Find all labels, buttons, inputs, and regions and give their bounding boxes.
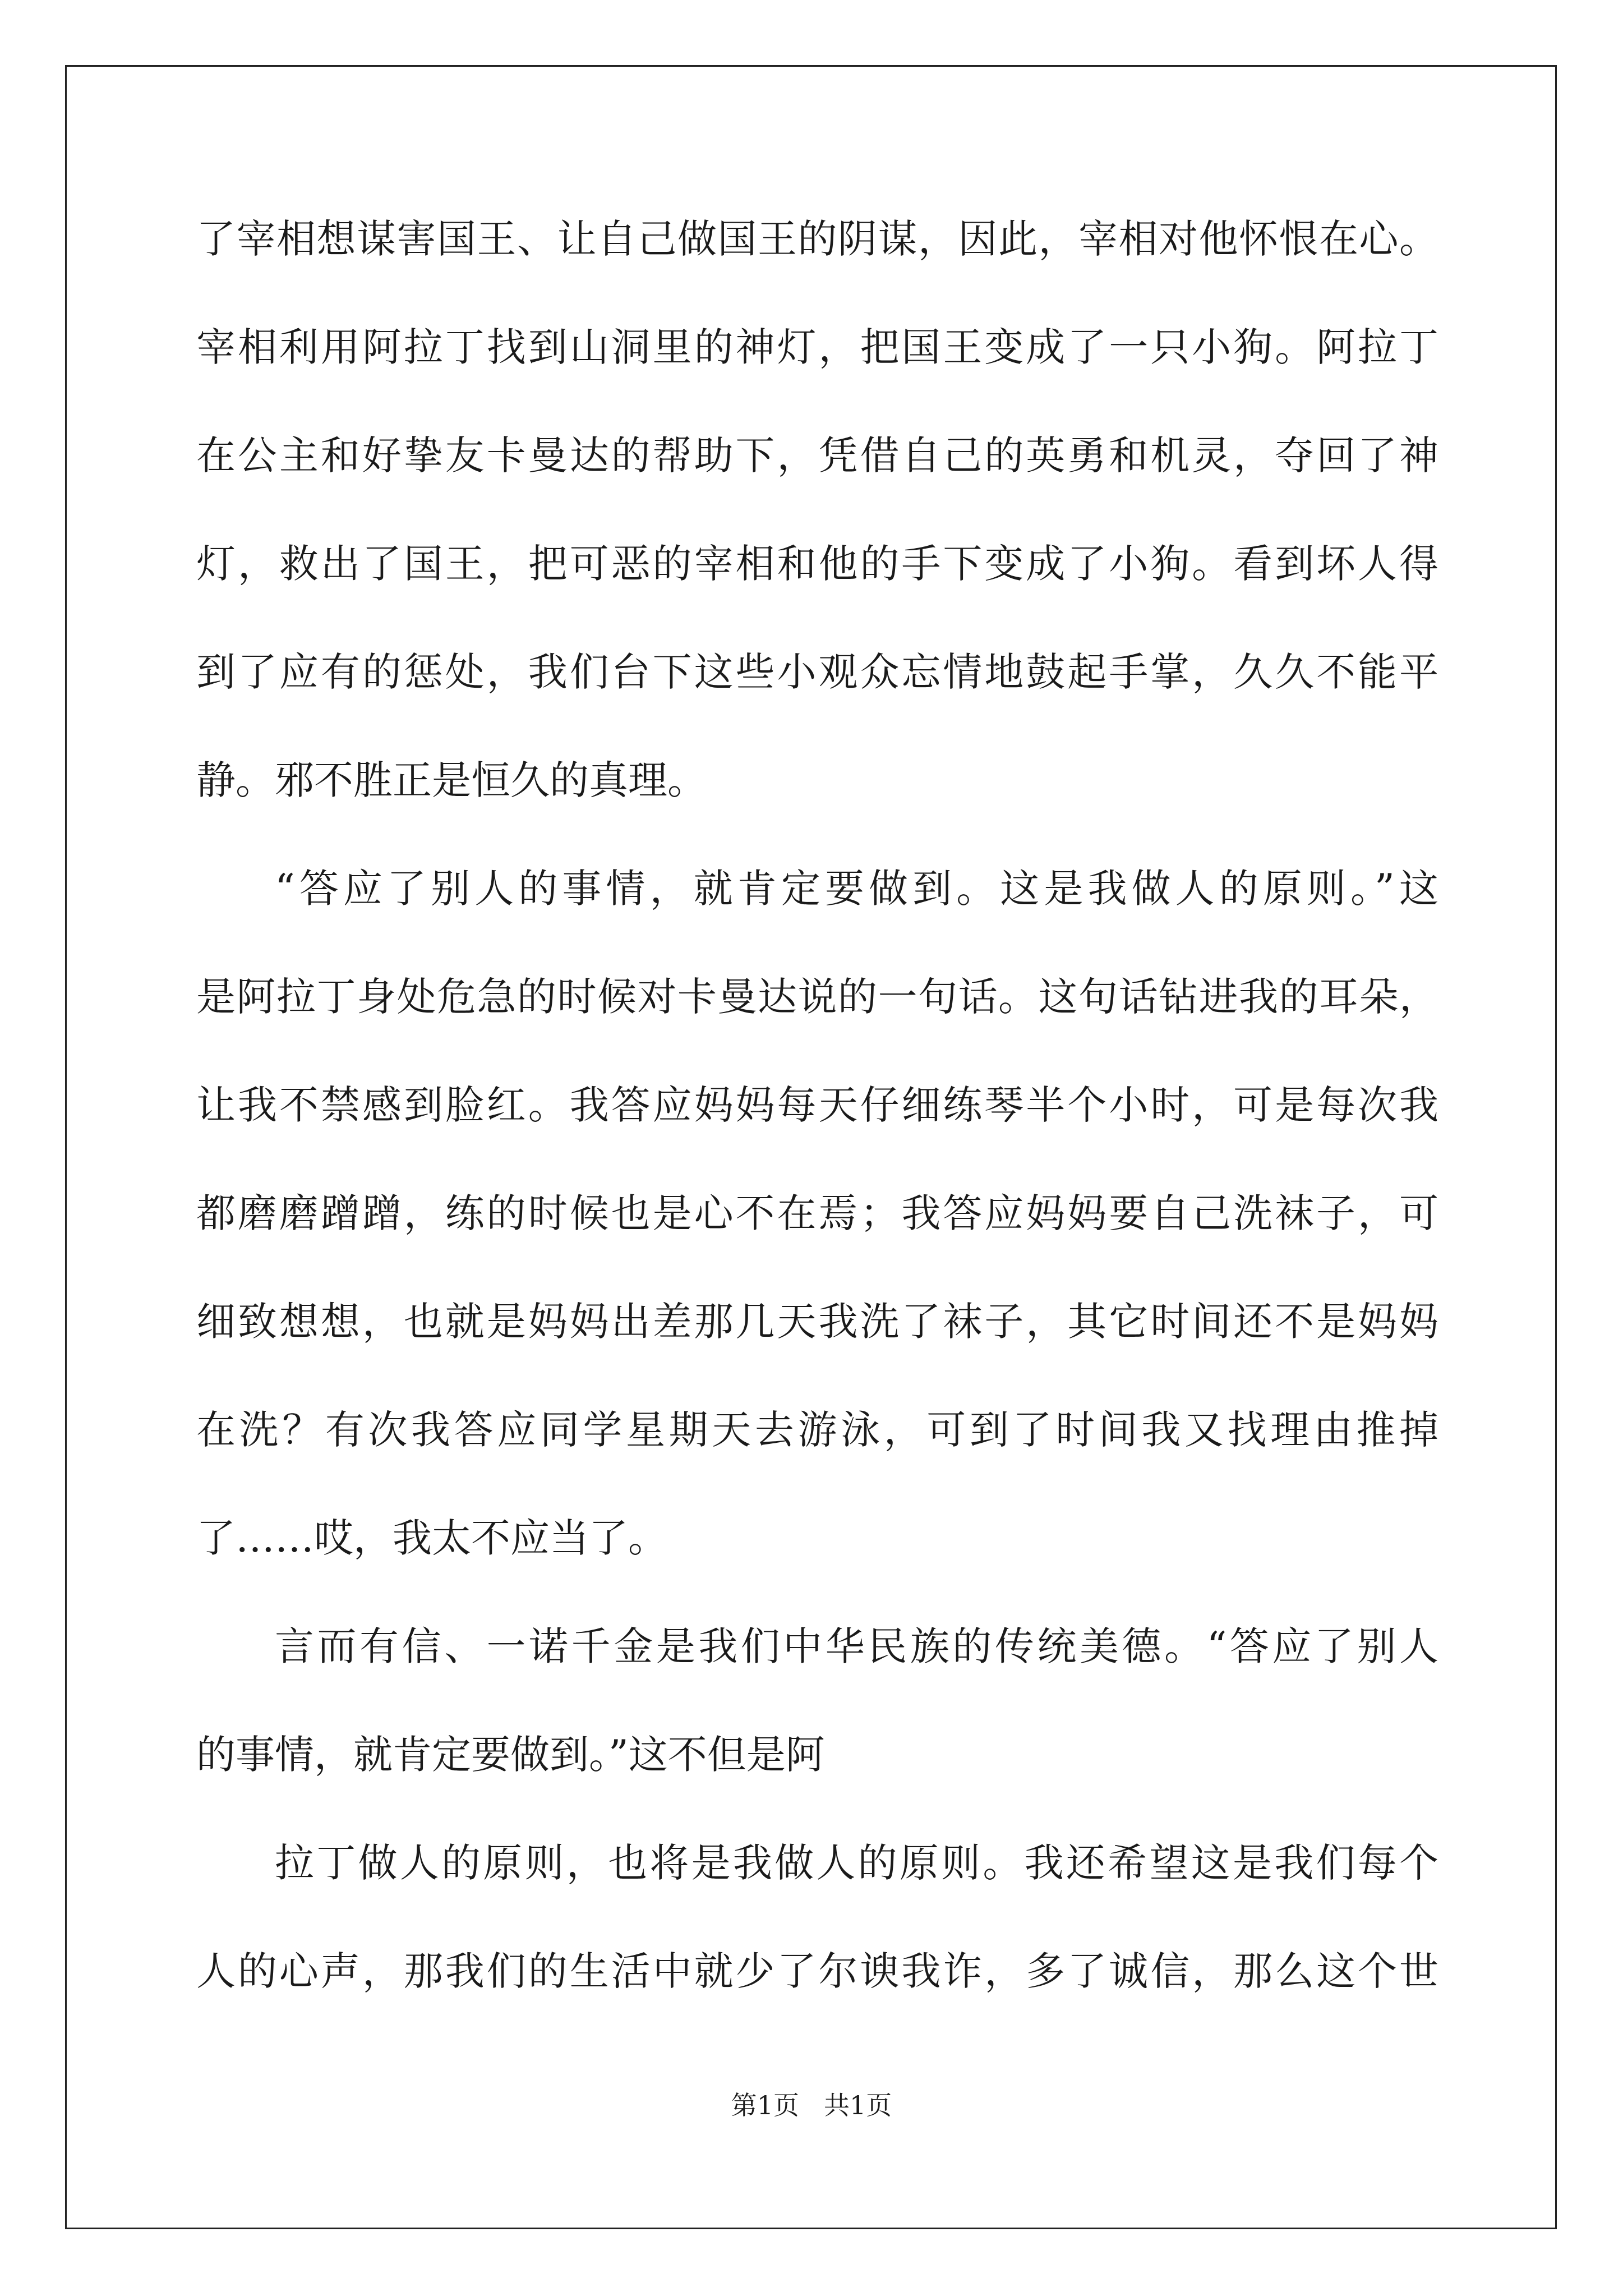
page-number: 第1页 — [731, 2090, 799, 2120]
text-line: 让我不禁感到脸红。我答应妈妈每天仔细练琴半个小时，可是每次我 — [196, 1082, 1438, 1128]
text-line: 是阿拉丁身处危急的时候对卡曼达说的一句话。这句话钻进我的耳朵， — [196, 974, 1438, 1020]
text-line: 言而有信、一诺千金是我们中华民族的传统美德。“答应了别人 — [275, 1623, 1438, 1669]
text-line: 了宰相想谋害国王、让自己做国王的阴谋，因此，宰相对他怀恨在心。 — [196, 216, 1438, 262]
text-line: 都磨磨蹭蹭，练的时候也是心不在焉；我答应妈妈要自己洗袜子，可 — [196, 1190, 1438, 1236]
text-line: 灯，救出了国王，把可恶的宰相和他的手下变成了小狗。看到坏人得 — [196, 541, 1438, 587]
text-line: 拉丁做人的原则，也将是我做人的原则。我还希望这是我们每个 — [275, 1840, 1438, 1886]
text-line: 了……哎，我太不应当了。 — [196, 1515, 667, 1561]
text-line: 在公主和好挚友卡曼达的帮助下，凭借自己的英勇和机灵，夺回了神 — [196, 432, 1438, 478]
text-line: 宰相利用阿拉丁找到山洞里的神灯，把国王变成了一只小狗。阿拉丁 — [196, 324, 1438, 370]
text-line: “答应了别人的事情，就肯定要做到。这是我做人的原则。”这 — [275, 866, 1438, 912]
text-line: 人的心声，那我们的生活中就少了尔谀我诈，多了诚信，那么这个世 — [196, 1948, 1438, 1994]
text-line: 静。邪不胜正是恒久的真理。 — [196, 757, 707, 803]
text-line: 在洗？有次我答应同学星期天去游泳，可到了时间我又找理由推掉 — [196, 1407, 1438, 1453]
text-line: 细致想想，也就是妈妈出差那几天我洗了袜子，其它时间还不是妈妈 — [196, 1299, 1438, 1345]
document-body — [196, 185, 1438, 2026]
page-footer — [0, 2085, 1623, 2122]
text-line: 到了应有的惩处，我们台下这些小观众忘情地鼓起手掌，久久不能平 — [196, 649, 1438, 695]
page-total: 共1页 — [824, 2090, 892, 2120]
text-line: 的事情，就肯定要做到。”这不但是阿 — [196, 1732, 825, 1778]
